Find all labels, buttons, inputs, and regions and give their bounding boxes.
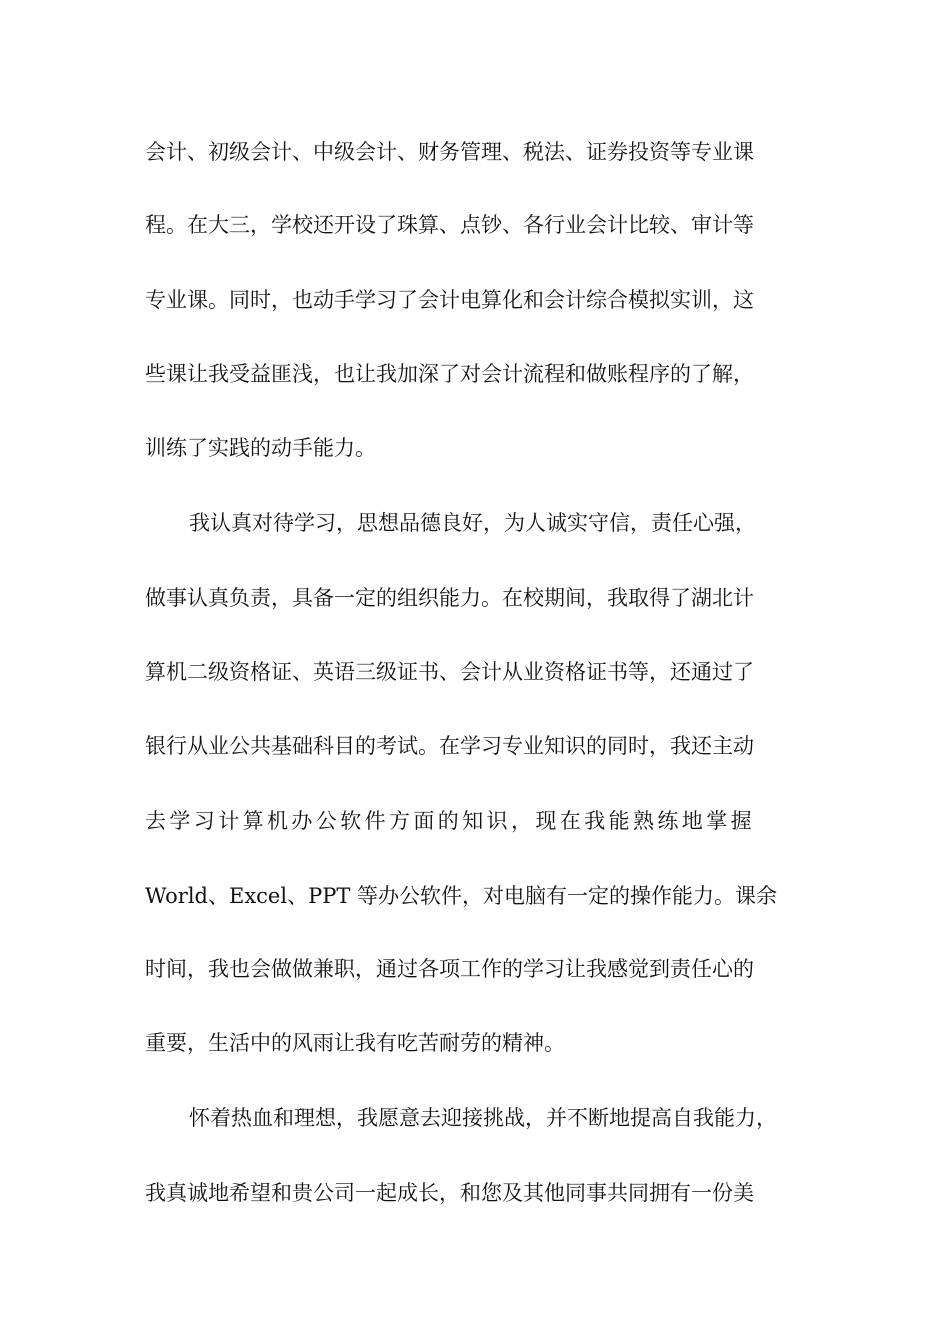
paragraph-2-line-3: 算机二级资格证、英语三级证书、会计从业资格证书等，还通过了: [145, 660, 754, 684]
paragraph-3-line-1: 怀着热血和理想，我愿意去迎接挑战，并不断地提高自我能力，: [189, 1106, 777, 1130]
paragraph-1-line-4: 些课让我受益匪浅，也让我加深了对会计流程和做账程序的了解，: [145, 362, 754, 386]
paragraph-2-line-2: 做事认真负责，具备一定的组织能力。在校期间，我取得了湖北计: [145, 586, 754, 610]
paragraph-2-line-4: 银行从业公共基础科目的考试。在学习专业知识的同时，我还主动: [145, 734, 754, 758]
paragraph-1-line-5: 训练了实践的动手能力。: [145, 436, 376, 460]
paragraph-1-line-3: 专业课。同时，也动手学习了会计电算化和会计综合模拟实训，这: [145, 288, 754, 312]
paragraph-1-line-1: 会计、初级会计、中级会计、财务管理、税法、证券投资等专业课: [145, 140, 754, 164]
paragraph-2-line-1: 我认真对待学习，思想品德良好，为人诚实守信，责任心强，: [189, 511, 756, 535]
paragraph-3-line-2: 我真诚地希望和贵公司一起成长，和您及其他同事共同拥有一份美: [145, 1181, 754, 1205]
paragraph-2-line-7: 时间，我也会做做兼职，通过各项工作的学习让我感觉到责任心的: [145, 957, 754, 981]
paragraph-2-line-5: 去学习计算机办公软件方面的知识，现在我能熟练地掌握: [145, 809, 755, 833]
paragraph-2-line-6: World、Excel、PPT 等办公软件，对电脑有一定的操作能力。课余: [145, 884, 778, 908]
paragraph-1-line-2: 程。在大三，学校还开设了珠算、点钞、各行业会计比较、审计等: [145, 213, 754, 237]
paragraph-2-line-8: 重要，生活中的风雨让我有吃苦耐劳的精神。: [145, 1031, 565, 1055]
